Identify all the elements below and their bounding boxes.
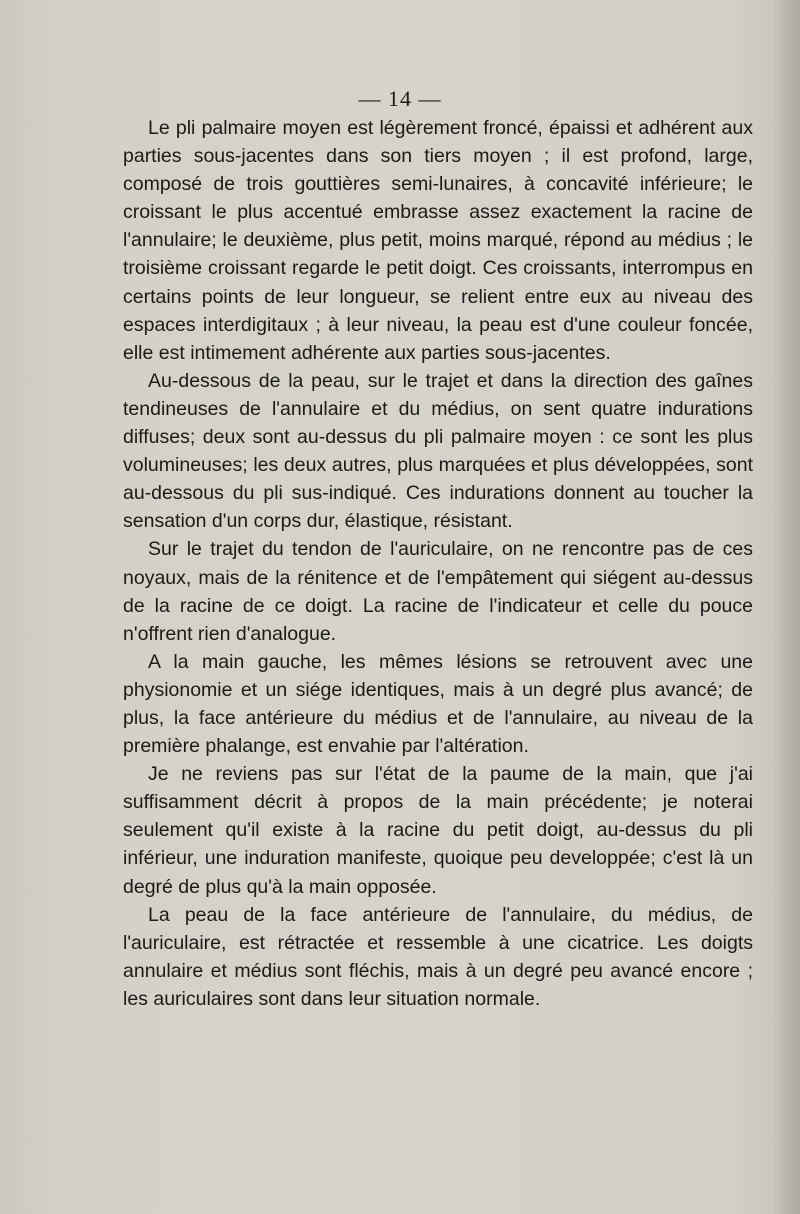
page-text-body xyxy=(123,114,753,1013)
page-number: — 14 — xyxy=(358,86,442,111)
paragraph-5: Je ne reviens pas sur l'état de la paume de la main, que j'ai suffisamment décrit à propos de la main précédente; je noterai seulement qu'il existe à la racine du petit doigt, au-dessus du pli inférieur, une induration manifeste, quoique peu developpée; c'est là un degré de plus qu'à la main opposée. xyxy=(123,763,753,898)
paragraph-3: Sur le trajet du tendon de l'auriculaire, on ne rencontre pas de ces noyaux, mais de la rénitence et de l'empâtement qui siégent au-dessus de la racine de ce doigt. La racine de l'indicateur et celle du pouce n'offrent rien d'analogue. xyxy=(123,538,753,645)
paragraph-1: Le pli palmaire moyen est légèrement froncé, épaissi et adhérent aux parties sous-jacentes dans son tiers moyen ; il est profond, large, composé de trois gouttières semi-lunaires, à concavité inférieure; le croissant le plus accentué embrasse assez exactement la racine de l'annulaire; le deuxième, plus petit, moins marqué, répond au médius ; le troisième croissant regarde le petit doigt. Ces croissants, interrompus en certains points de leur longueur, se relient entre eux au niveau des espaces interdigitaux ; à leur niveau, la peau est d'une couleur foncée, elle est intimement adhérente aux parties sous-jacentes. xyxy=(123,117,753,364)
paragraph-2: Au-dessous de la peau, sur le trajet et dans la direction des gaînes tendineuses de l'annulaire et du médius, on sent quatre indurations diffuses; deux sont au-dessus du pli palmaire moyen : ce sont les plus volumineuses; les deux autres, plus marquées et plus développées, sont au-dessous du pli sus-indiqué. Ces indurations donnent au toucher la sensation d'un corps dur, élastique, résistant. xyxy=(123,369,753,533)
paragraph-6: La peau de la face antérieure de l'annulaire, du médius, de l'auriculaire, est rétractée et ressemble à une cicatrice. Les doigts annulaire et médius sont fléchis, mais à un degré peu avancé encore ; les auriculaires sont dans leur situation normale. xyxy=(123,903,753,1010)
paragraph-4: A la main gauche, les mêmes lésions se retrouvent avec une physionomie et un siége identiques, mais à un degré plus avancé; de plus, la face antérieure du médius et de l'annulaire, au niveau de la première phalange, est envahie par l'altération. xyxy=(123,650,753,758)
page-edge-shadow xyxy=(772,0,800,1214)
